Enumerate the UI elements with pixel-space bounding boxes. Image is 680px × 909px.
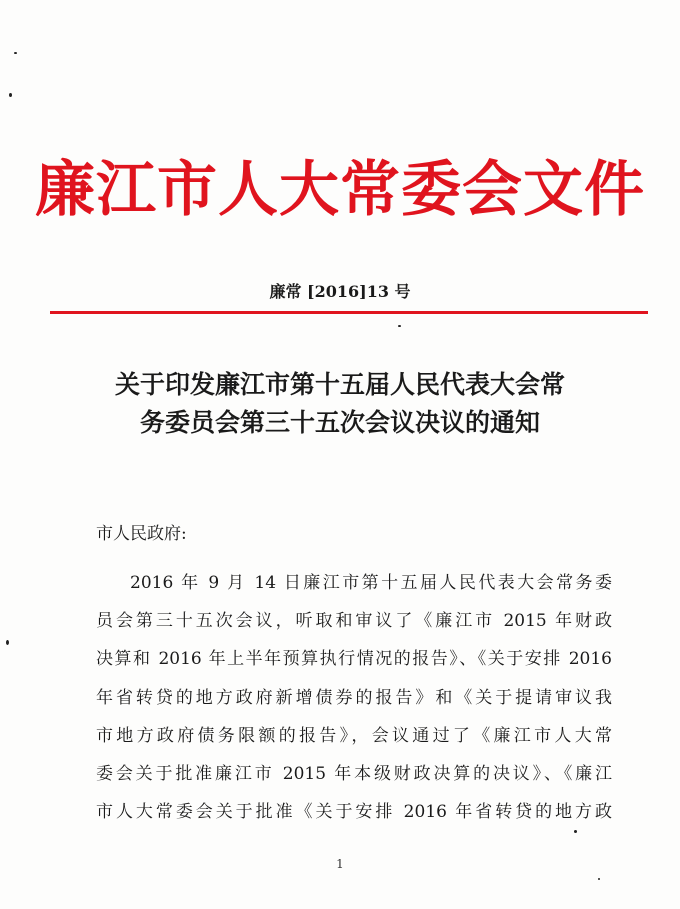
scan-speck bbox=[14, 52, 17, 54]
red-divider-line bbox=[50, 311, 648, 314]
scan-speck bbox=[398, 325, 401, 327]
page-number: 1 bbox=[336, 857, 344, 871]
addressee: 市人民政府: bbox=[96, 524, 187, 544]
body-line-4: 年省转贷的地方政府新增债券的报告》和《关于提请审议我 bbox=[96, 687, 612, 708]
notice-title-line-2: 务委员会第三十五次会议决议的通知 bbox=[139, 408, 540, 437]
body-line-3: 决算和 2016 年上半年预算执行情况的报告》、《关于安排 2016 bbox=[96, 649, 612, 670]
document-number: 廉常 [2016]13 号 bbox=[269, 282, 411, 301]
scan-speck bbox=[9, 93, 12, 97]
scan-speck bbox=[6, 640, 9, 645]
masthead-title: 廉江市人大常委会文件 bbox=[35, 155, 645, 225]
body-line-1: 2016 年 9 月 14 日廉江市第十五届人民代表大会常务委 bbox=[130, 573, 612, 593]
notice-title bbox=[0, 366, 680, 442]
body-line-7: 市人大常委会关于批准《关于安排 2016 年省转贷的地方政 bbox=[96, 802, 612, 823]
body-line-6: 委会关于批准廉江市 2015 年本级财政决算的决议》、《廉江 bbox=[96, 763, 612, 784]
body-line-5: 市地方政府债务限额的报告》，会议通过了《廉江市人大常 bbox=[96, 725, 612, 746]
body-line-2: 员会第三十五次会议，听取和审议了《廉江市 2015 年财政 bbox=[96, 611, 612, 632]
notice-title-line-1: 关于印发廉江市第十五届人民代表大会常 bbox=[114, 370, 565, 399]
body-paragraph bbox=[96, 564, 612, 831]
scan-speck bbox=[574, 830, 577, 833]
scan-speck bbox=[598, 878, 600, 880]
